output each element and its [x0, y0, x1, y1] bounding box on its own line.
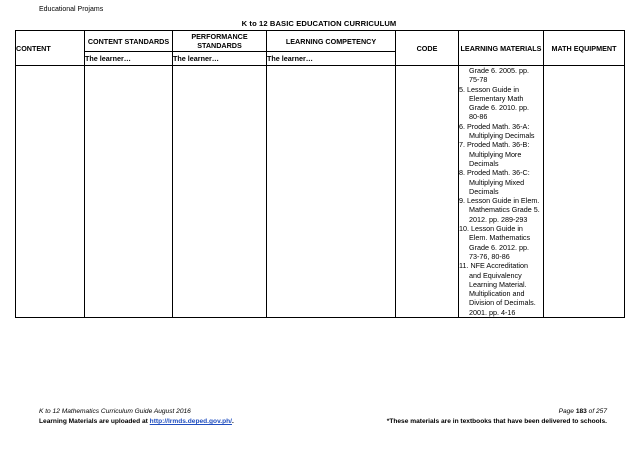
- col-header-performance-standards: PERFORMANCE STANDARDS: [173, 31, 267, 52]
- footer-page-number: 183: [575, 408, 587, 415]
- materials-line: 5. Lesson Guide in: [459, 84, 519, 94]
- subheader-performance-standards: The learner…: [173, 52, 267, 66]
- cell-math-equipment: [544, 66, 625, 318]
- col-header-content: CONTENT: [16, 31, 85, 66]
- materials-line: 7. Proded Math. 36-B:: [459, 140, 530, 150]
- footer-upload-prefix: Learning Materials are uploaded at: [39, 418, 150, 425]
- col-header-math-equipment: MATH EQUIPMENT: [544, 31, 625, 66]
- materials-line: and Equivalency: [469, 270, 522, 280]
- col-header-learning-materials: LEARNING MATERIALS: [459, 31, 544, 66]
- footer-upload-suffix: .: [231, 418, 234, 425]
- materials-line: Elementary Math: [469, 93, 524, 103]
- materials-line: Grade 6. 2012. pp.: [469, 242, 529, 252]
- curriculum-table: [15, 30, 625, 318]
- footer-page-suffix: of 257: [586, 408, 607, 415]
- materials-line: Decimals: [469, 158, 499, 168]
- materials-line: Grade 6. 2005. pp.: [469, 66, 529, 75]
- footer-textbook-note: *These materials are in textbooks that have been delivered to schools.: [386, 418, 607, 425]
- footer-page-prefix: Page: [558, 408, 576, 415]
- materials-line: Multiplication and: [469, 289, 525, 299]
- footer-upload-note: [39, 418, 234, 425]
- materials-line: Grade 6. 2010. pp.: [469, 103, 529, 113]
- materials-line: 11. NFE Accreditation: [459, 261, 528, 271]
- header-left-label: Educational Projams: [39, 6, 104, 13]
- materials-line: 6. Proded Math. 36-A:: [459, 121, 530, 131]
- materials-line: 10. Lesson Guide in: [459, 224, 523, 234]
- materials-line: Multiplying Mixed: [469, 177, 525, 187]
- materials-line: Multiplying More: [469, 149, 522, 159]
- materials-line: 2001. pp. 4-16: [469, 307, 516, 317]
- subheader-learning-competency: The learner…: [267, 52, 396, 66]
- cell-content: [16, 66, 85, 318]
- materials-line: Division of Decimals.: [469, 298, 536, 308]
- cell-code: [396, 66, 459, 318]
- materials-list: [459, 66, 543, 317]
- materials-line: Learning Material.: [469, 279, 527, 289]
- materials-line: 2012. pp. 289-293: [469, 214, 528, 224]
- cell-learning-competency: [267, 66, 396, 318]
- materials-line: 73-76, 80-86: [469, 251, 510, 261]
- footer-page-info: [559, 408, 607, 415]
- materials-line: Multiplying Decimals: [469, 131, 535, 141]
- page-title: K to 12 BASIC EDUCATION CURRICULUM: [241, 19, 397, 28]
- cell-learning-materials: [459, 66, 544, 318]
- materials-line: Mathematics Grade 5.: [469, 205, 540, 215]
- materials-line: 9. Lesson Guide in Elem.: [459, 196, 540, 206]
- materials-line: 80-86: [469, 112, 488, 122]
- materials-line: Decimals: [469, 186, 499, 196]
- materials-line: 8. Proded Math. 36-C:: [459, 168, 530, 178]
- cell-performance-standards: [173, 66, 267, 318]
- col-header-learning-competency: LEARNING COMPETENCY: [267, 31, 396, 52]
- cell-content-standards: [85, 66, 173, 318]
- materials-line: 75-78: [469, 75, 488, 85]
- col-header-content-standards: CONTENT STANDARDS: [85, 31, 173, 52]
- footer-guide: K to 12 Mathematics Curriculum Guide August 2016: [39, 408, 191, 415]
- footer-upload-link[interactable]: http://lrmds.deped.gov.ph/: [149, 418, 232, 425]
- col-header-code: CODE: [396, 31, 459, 66]
- materials-line: Elem. Mathematics: [469, 233, 531, 243]
- subheader-content-standards: The learner…: [85, 52, 173, 66]
